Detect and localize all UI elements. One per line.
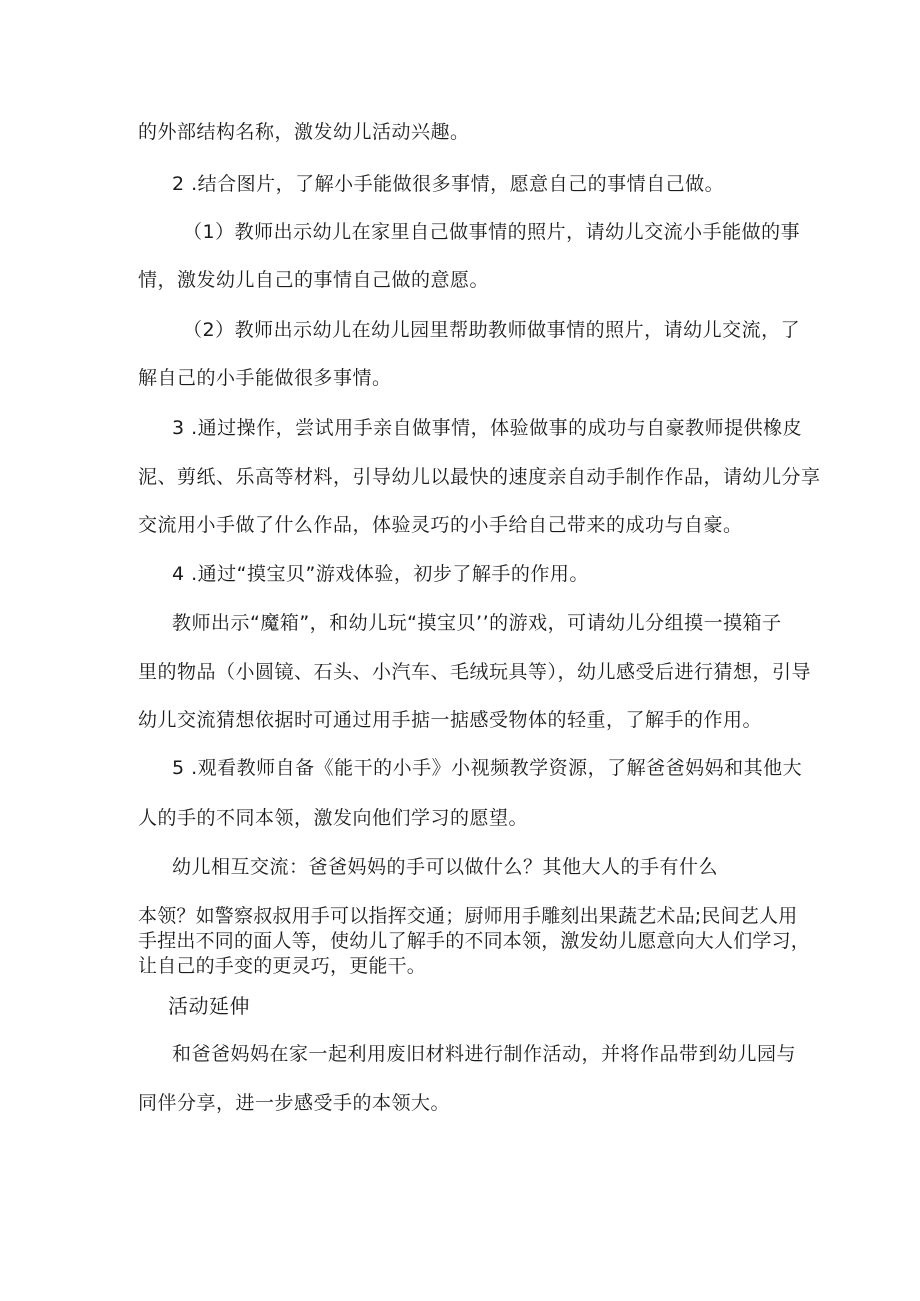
text-line: 交流用小手做了什么作品，体验灵巧的小手给自己带来的成功与自豪。 [138, 514, 743, 536]
text-line: 的外部结构名称，激发幼儿活动兴趣。 [138, 121, 470, 143]
text-line: 情，激发幼儿自己的事情自己做的意愿。 [138, 269, 490, 291]
text-line: 教师出示“魔箱”，和幼儿玩“摸宝贝’’的游戏，可请幼儿分组摸一摸箱子 [172, 612, 782, 634]
text-line: 幼儿交流猜想依据时可通过用手掂一掂感受物体的轻重，了解手的作用。 [138, 709, 763, 731]
text-line: 让自己的手变的更灵巧，更能干。 [138, 955, 427, 977]
text-line: 5 .观看教师自备《能干的小手》小视频教学资源，了解爸爸妈妈和其他大 [172, 757, 803, 779]
text-line: 4 .通过“摸宝贝”游戏体验，初步了解手的作用。 [172, 563, 589, 585]
text-line: 里的物品（小圆镜、石头、小汽车、毛绒玩具等），幼儿感受后进行猜想，引导 [138, 661, 812, 683]
text-line: 和爸爸妈妈在家一起利用废旧材料进行制作活动，并将作品带到幼儿园与 [172, 1043, 797, 1065]
text-line: （1）教师出示幼儿在家里自己做事情的照片，请幼儿交流小手能做的事 [183, 221, 801, 243]
text-line: 3 .通过操作，尝试用手亲自做事情，体验做事的成功与自豪教师提供橡皮 [172, 417, 803, 439]
text-line: 同伴分享，进一步感受手的本领大。 [138, 1092, 451, 1114]
text-line: 本领？如警察叔叔用手可以指挥交通；厨师用手雕刻出果蔬艺术品;民间艺人用 [138, 905, 798, 927]
text-line: 2 .结合图片，了解小手能做很多事情，愿意自己的事情自己做。 [172, 173, 725, 195]
text-line: （2）教师出示幼儿在幼儿园里帮助教师做事情的照片，请幼儿交流，了 [183, 319, 801, 341]
text-line: 幼儿相互交流：爸爸妈妈的手可以做什么？其他大人的手有什么 [172, 856, 719, 878]
text-line: 人的手的不同本领，激发向他们学习的愿望。 [138, 807, 529, 829]
section-heading: 活动延伸 [168, 994, 250, 1018]
text-line: 解自己的小手能做很多事情。 [138, 367, 392, 389]
text-line: 泥、剪纸、乐高等材料，引导幼儿以最快的速度亲自动手制作作品，请幼儿分享 [138, 466, 821, 488]
text-line: 手捏出不同的面人等，使幼儿了解手的不同本领，激发幼儿愿意向大人们学习， [138, 930, 811, 952]
